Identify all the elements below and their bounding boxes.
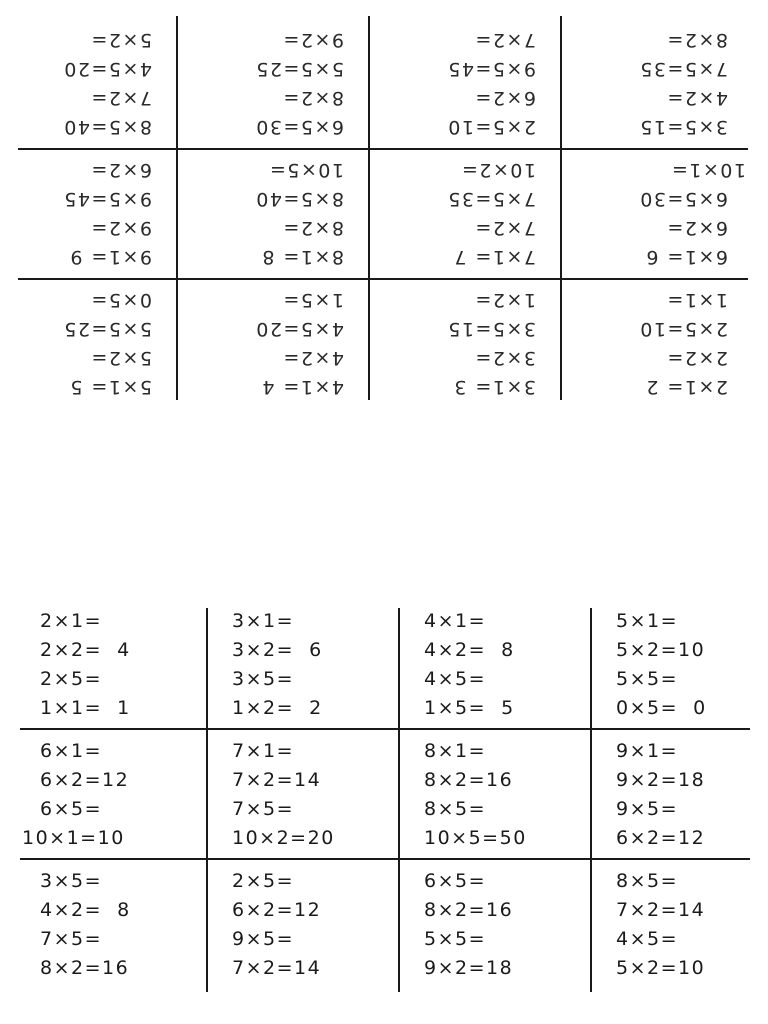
equation-line: 0×5=: [89, 289, 152, 311]
bottom-cell-r1-c2: [192, 600, 384, 730]
bottom-cell-r1-c1: [0, 600, 192, 730]
equation-line: 2×5=: [232, 870, 295, 892]
top-cell-r3-c1: [576, 18, 768, 148]
equation-line: 6×5=: [424, 870, 487, 892]
bottom-cell-r2-c4: [576, 730, 768, 860]
top-cell-r1-c2: [384, 278, 576, 408]
bottom-cell-r3-c2: [192, 860, 384, 990]
top-cell-r3-c3: [192, 18, 384, 148]
equation-line: 4×2= 8: [40, 899, 131, 921]
top-cell-r1-c3: [192, 278, 384, 408]
top-cell-r3-c2: [384, 18, 576, 148]
equation-line: 7×5=35: [638, 58, 728, 80]
equation-line: 7×5=35: [446, 188, 536, 210]
equation-line: 4×5=: [616, 928, 679, 950]
equation-line: 8×2=16: [40, 957, 130, 979]
equation-line: 7×5=: [232, 798, 295, 820]
top-column-divider: [560, 16, 562, 400]
top-row-divider: [18, 278, 748, 280]
equation-line: 9×1=: [616, 740, 679, 762]
top-cell-r1-c4: [0, 278, 192, 408]
top-cell-r2-c1: [576, 148, 768, 278]
equation-line: 9×2=18: [424, 957, 514, 979]
equation-line: 3×5=15: [638, 116, 728, 138]
equation-line: 5×2=: [89, 347, 152, 369]
equation-line: 1×2=: [473, 289, 536, 311]
equation-line: 6×2=12: [40, 769, 130, 791]
equation-line: 3×1=: [232, 610, 295, 632]
equation-line: 3×1= 3: [452, 376, 536, 398]
equation-line: 6×5=30: [254, 116, 344, 138]
equation-line: 8×2=: [281, 87, 344, 109]
equation-line: 6×5=: [40, 798, 103, 820]
top-worksheet-rotated: [0, 18, 768, 408]
equation-line: 6×2=: [89, 159, 152, 181]
equation-line: 4×5=20: [254, 318, 344, 340]
bottom-cell-r2-c2: [192, 730, 384, 860]
equation-line: 1×1= 1: [40, 697, 131, 719]
equation-line: 10×2=20: [232, 827, 335, 849]
equation-line: 10×5=: [268, 159, 344, 181]
bottom-cell-r2-c3: [384, 730, 576, 860]
bottom-worksheet: [0, 600, 768, 990]
equation-line: 5×1= 5: [68, 376, 152, 398]
top-cell-r2-c2: [384, 148, 576, 278]
equation-line: 6×2=: [473, 87, 536, 109]
bottom-row-divider: [20, 858, 750, 860]
bottom-column-divider: [206, 608, 208, 992]
equation-line: 9×5=45: [62, 188, 152, 210]
equation-line: 9×5=: [616, 798, 679, 820]
equation-line: 3×2= 6: [232, 639, 323, 661]
equation-line: 7×1=: [232, 740, 295, 762]
equation-line: 7×2=14: [232, 957, 322, 979]
equation-line: 7×1= 7: [452, 246, 536, 268]
equation-line: 5×5=: [424, 928, 487, 950]
equation-line: 6×5=30: [638, 188, 728, 210]
equation-line: 8×1=: [424, 740, 487, 762]
bottom-cell-r3-c1: [0, 860, 192, 990]
equation-line: 9×1= 9: [68, 246, 152, 268]
top-cell-r2-c4: [0, 148, 192, 278]
equation-line: 9×2=: [89, 217, 152, 239]
equation-line: 8×2=: [665, 29, 728, 51]
bottom-cell-r3-c3: [384, 860, 576, 990]
equation-line: 8×5=: [616, 870, 679, 892]
bottom-cell-r3-c4: [576, 860, 768, 990]
equation-line: 7×2=14: [232, 769, 322, 791]
equation-line: 9×2=18: [616, 769, 706, 791]
equation-line: 9×5=45: [446, 58, 536, 80]
equation-line: 9×5=: [232, 928, 295, 950]
bottom-cell-r1-c3: [384, 600, 576, 730]
equation-line: 1×5= 5: [424, 697, 515, 719]
top-column-divider: [368, 16, 370, 400]
equation-line: 2×5=10: [446, 116, 536, 138]
equation-line: 10×5=50: [424, 827, 527, 849]
equation-line: 8×1= 8: [260, 246, 344, 268]
top-row-divider: [18, 148, 748, 150]
equation-line: 1×1=: [665, 289, 728, 311]
equation-line: 7×2=: [473, 29, 536, 51]
bottom-cell-r2-c1: [0, 730, 192, 860]
equation-line: 4×2=: [665, 87, 728, 109]
equation-line: 8×5=40: [62, 116, 152, 138]
equation-line: 9×2=: [281, 29, 344, 51]
bottom-column-divider: [398, 608, 400, 992]
equation-line: 6×1=: [40, 740, 103, 762]
equation-line: 2×1= 2: [644, 376, 728, 398]
equation-line: 8×5=40: [254, 188, 344, 210]
equation-line: 5×5=25: [254, 58, 344, 80]
bottom-column-divider: [590, 608, 592, 992]
equation-line: 2×5=: [40, 668, 103, 690]
equation-line: 8×2=16: [424, 899, 514, 921]
equation-line: 2×2=: [665, 347, 728, 369]
top-cell-r3-c4: [0, 18, 192, 148]
equation-line: 4×2=: [281, 347, 344, 369]
equation-line: 5×5=: [616, 668, 679, 690]
equation-line: 10×1=: [670, 159, 746, 181]
equation-line: 7×2=14: [616, 899, 706, 921]
equation-line: 6×2=: [665, 217, 728, 239]
equation-line: 2×5=10: [638, 318, 728, 340]
equation-line: 5×2=: [89, 29, 152, 51]
equation-line: 3×5=: [40, 870, 103, 892]
bottom-cell-r1-c4: [576, 600, 768, 730]
top-column-divider: [176, 16, 178, 400]
equation-line: 8×2=16: [424, 769, 514, 791]
equation-line: 10×2=: [460, 159, 536, 181]
equation-line: 5×2=10: [616, 957, 706, 979]
equation-line: 7×5=: [40, 928, 103, 950]
equation-line: 4×5=20: [62, 58, 152, 80]
equation-line: 1×2= 2: [232, 697, 323, 719]
equation-line: 3×2=: [473, 347, 536, 369]
equation-line: 5×2=10: [616, 639, 706, 661]
equation-line: 4×2= 8: [424, 639, 515, 661]
equation-line: 7×2=: [89, 87, 152, 109]
equation-line: 0×5= 0: [616, 697, 707, 719]
top-cell-r1-c1: [576, 278, 768, 408]
equation-line: 8×5=: [424, 798, 487, 820]
equation-line: 4×1=: [424, 610, 487, 632]
equation-line: 1×5=: [281, 289, 344, 311]
equation-line: 3×5=15: [446, 318, 536, 340]
equation-line: 3×5=: [232, 668, 295, 690]
equation-line: 2×1=: [40, 610, 103, 632]
top-cell-r2-c3: [192, 148, 384, 278]
equation-line: 6×1= 6: [644, 246, 728, 268]
equation-line: 5×5=25: [62, 318, 152, 340]
equation-line: 5×1=: [616, 610, 679, 632]
equation-line: 7×2=: [473, 217, 536, 239]
equation-line: 2×2= 4: [40, 639, 131, 661]
equation-line: 10×1=10: [22, 827, 125, 849]
equation-line: 4×1= 4: [260, 376, 344, 398]
bottom-row-divider: [20, 728, 750, 730]
equation-line: 8×2=: [281, 217, 344, 239]
equation-line: 6×2=12: [232, 899, 322, 921]
equation-line: 4×5=: [424, 668, 487, 690]
equation-line: 6×2=12: [616, 827, 706, 849]
